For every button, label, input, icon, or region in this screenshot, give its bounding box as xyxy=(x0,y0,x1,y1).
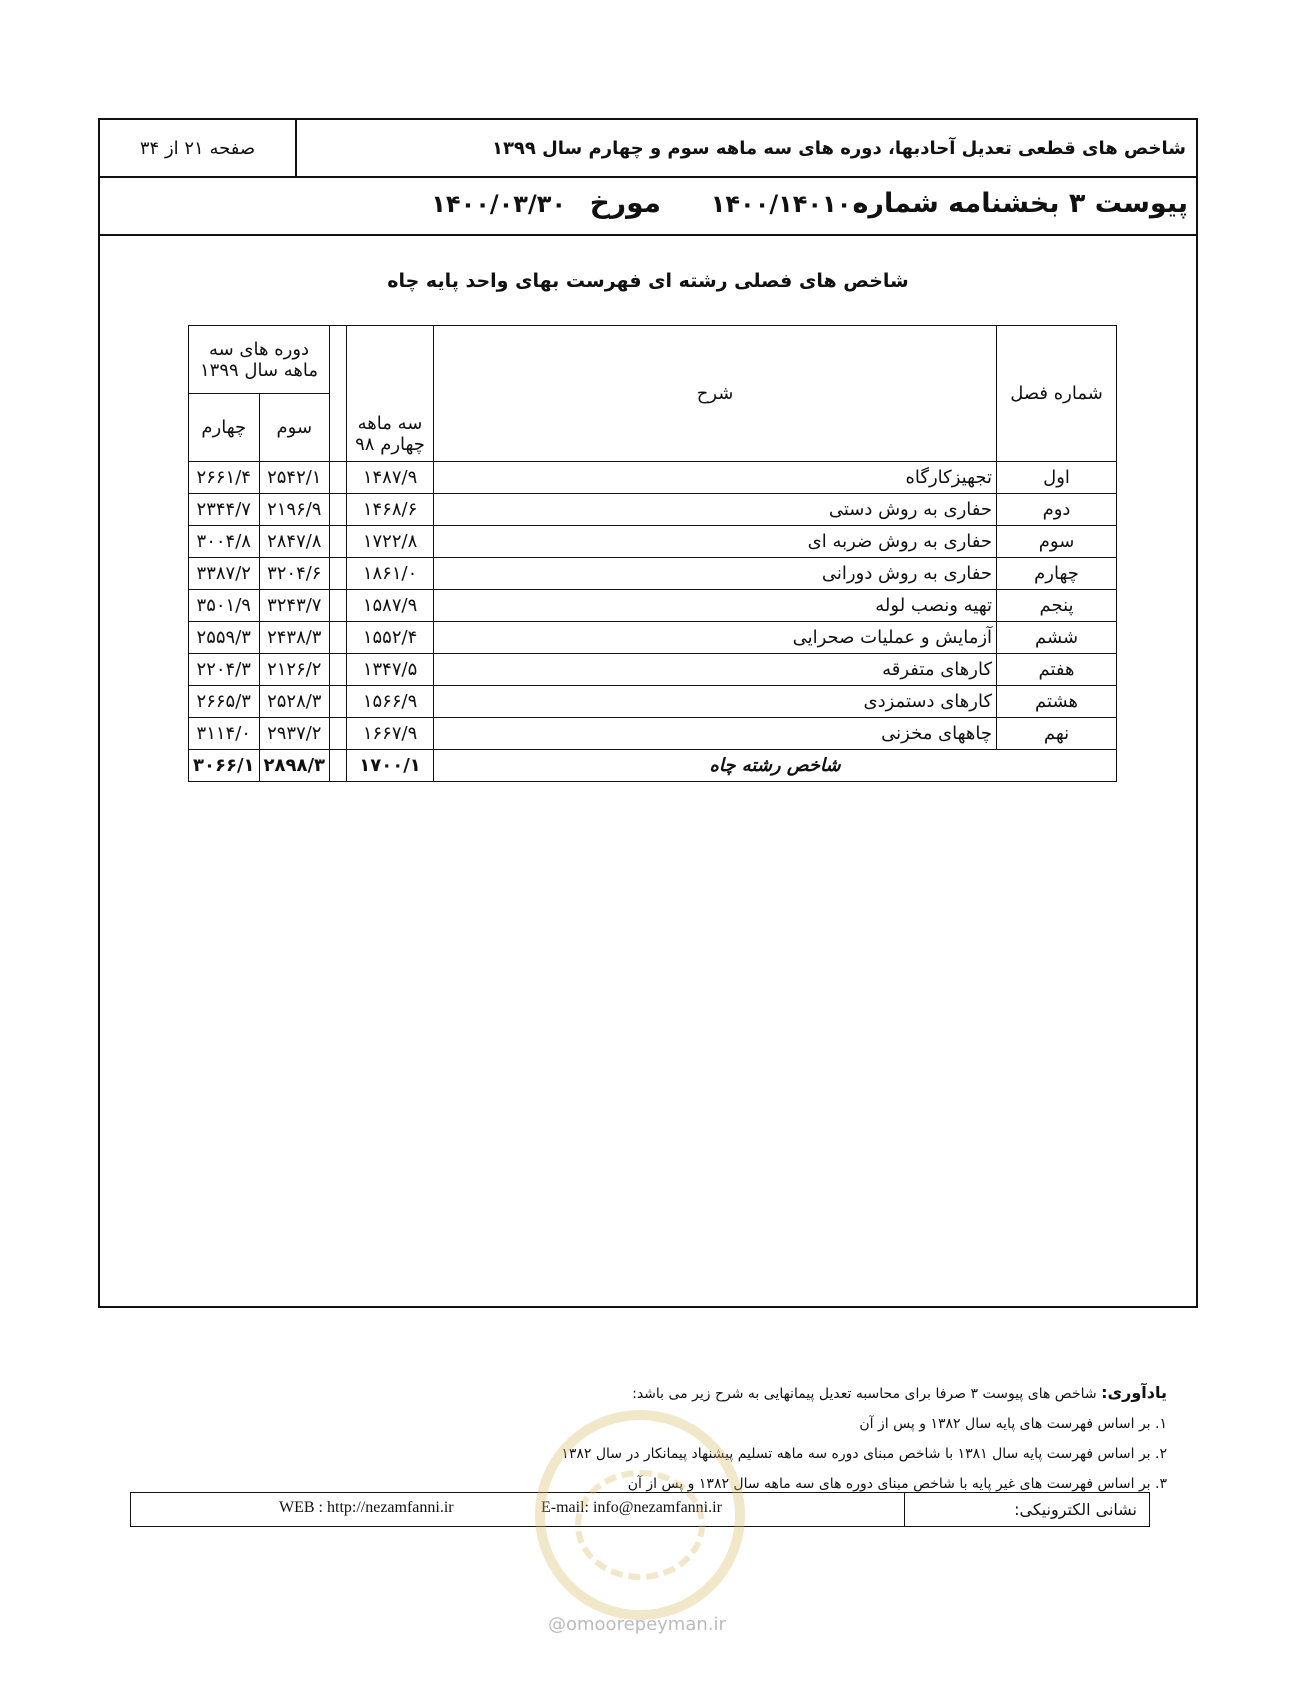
page-number: صفحه ۲۱ از ۳۴ xyxy=(100,120,297,176)
q4-value-cell: ۲۶۶۱/۴ xyxy=(189,462,260,494)
table-row xyxy=(189,590,1117,622)
chapter-cell: اول xyxy=(997,462,1117,494)
gap-cell xyxy=(330,526,347,558)
note-item: ۳. بر اساس فهرست های غیر پایه با شاخص مبنای دوره های سه ماهه سال ۱۳۸۲ و پس از آن xyxy=(627,1476,1167,1492)
chapter-cell: ششم xyxy=(997,622,1117,654)
chapter-cell: نهم xyxy=(997,718,1117,750)
index-table xyxy=(188,325,1117,782)
base-value-cell: ۱۵۶۶/۹ xyxy=(347,686,434,718)
section-title: شاخص های فصلی رشته ای فهرست بهای واحد پایه چاه xyxy=(387,270,909,292)
q4-value-cell: ۲۶۶۵/۳ xyxy=(189,686,260,718)
description-cell: تهیه ونصب لوله xyxy=(434,590,997,622)
table-row xyxy=(189,526,1117,558)
gap-cell xyxy=(330,654,347,686)
notes-label: یادآوری: xyxy=(1101,1383,1167,1402)
q3-value-cell: ۲۱۲۶/۲ xyxy=(259,654,330,686)
gap-cell xyxy=(330,494,347,526)
chapter-cell: هشتم xyxy=(997,686,1117,718)
watermark-text: @omoorepeyman.ir xyxy=(548,1614,726,1635)
base-value-cell: ۱۳۴۷/۵ xyxy=(347,654,434,686)
base-value-cell: ۱۵۵۲/۴ xyxy=(347,622,434,654)
chapter-cell: پنجم xyxy=(997,590,1117,622)
note-item: ۲. بر اساس فهرست پایه سال ۱۳۸۱ با شاخص مبنای دوره سه ماهه تسلیم پیشنهاد پیمانکار در سال ۱۳۸۲ xyxy=(561,1446,1167,1462)
q3-value-cell: ۳۲۴۳/۷ xyxy=(259,590,330,622)
description-cell: کارهای دستمزدی xyxy=(434,686,997,718)
q3-value-cell: ۲۴۳۸/۳ xyxy=(259,622,330,654)
gap-cell xyxy=(330,718,347,750)
email-link[interactable]: E-mail: info@nezamfanni.ir xyxy=(541,1499,722,1516)
total-label: شاخص رشته چاه xyxy=(434,750,1117,782)
total-base: ۱۷۰۰/۱ xyxy=(347,750,434,782)
q3-value-cell: ۲۵۴۲/۱ xyxy=(259,462,330,494)
description-cell: حفاری به روش دورانی xyxy=(434,558,997,590)
q4-value-cell: ۳۰۰۴/۸ xyxy=(189,526,260,558)
table-row xyxy=(189,654,1117,686)
document-title: شاخص های قطعی تعدیل آحادبها، دوره های سه ماهه سوم و چهارم سال ۱۳۹۹ xyxy=(491,137,1186,159)
total-q4: ۳۰۶۶/۱ xyxy=(189,750,260,782)
note-item: ۱. بر اساس فهرست های پایه سال ۱۳۸۲ و پس از آن xyxy=(859,1416,1167,1432)
q3-value-cell: ۲۸۴۷/۸ xyxy=(259,526,330,558)
table-row xyxy=(189,686,1117,718)
q3-value-cell: ۲۱۹۶/۹ xyxy=(259,494,330,526)
q4-value-cell: ۲۲۰۴/۳ xyxy=(189,654,260,686)
notes-intro xyxy=(561,1378,1167,1409)
q4-value-cell: ۲۵۵۹/۳ xyxy=(189,622,260,654)
description-cell: حفاری به روش دستی xyxy=(434,494,997,526)
header-chapter: شماره فصل xyxy=(997,326,1117,462)
description-cell: چاههای مخزنی xyxy=(434,718,997,750)
web-link[interactable]: WEB : http://nezamfanni.ir xyxy=(279,1499,454,1516)
header-base-period: سه ماهه چهارم ۹۸ xyxy=(347,326,434,462)
chapter-cell: دوم xyxy=(997,494,1117,526)
gap-cell xyxy=(330,558,347,590)
table-row xyxy=(189,462,1117,494)
header-q3: سوم xyxy=(259,394,330,462)
base-value-cell: ۱۴۶۸/۶ xyxy=(347,494,434,526)
table-row xyxy=(189,622,1117,654)
gap-cell xyxy=(330,462,347,494)
description-cell: کارهای متفرقه xyxy=(434,654,997,686)
q3-value-cell: ۲۵۲۸/۳ xyxy=(259,686,330,718)
total-gap xyxy=(330,750,347,782)
chapter-cell: سوم xyxy=(997,526,1117,558)
gap-cell xyxy=(330,686,347,718)
gap-cell xyxy=(330,622,347,654)
contact-label: نشانی الکترونیکی: xyxy=(904,1493,1149,1526)
chapter-cell: چهارم xyxy=(997,558,1117,590)
q3-value-cell: ۲۹۳۷/۲ xyxy=(259,718,330,750)
table-row xyxy=(189,718,1117,750)
description-cell: تجهیزکارگاه xyxy=(434,462,997,494)
header-gap xyxy=(330,326,347,462)
total-q3: ۲۸۹۸/۳ xyxy=(259,750,330,782)
appendix-title: پیوست ۳ بخشنامه شماره xyxy=(852,188,1188,219)
q4-value-cell: ۳۵۰۱/۹ xyxy=(189,590,260,622)
description-cell: حفاری به روش ضربه ای xyxy=(434,526,997,558)
q4-value-cell: ۳۱۱۴/۰ xyxy=(189,718,260,750)
gap-cell xyxy=(330,590,347,622)
header-q4: چهارم xyxy=(189,394,260,462)
header-row xyxy=(100,120,1196,178)
appendix-row xyxy=(100,178,1196,236)
watermark-seal-inner xyxy=(575,1470,705,1580)
notes-intro-text: شاخص های پیوست ۳ صرفا برای محاسبه تعدیل پیمانهایی به شرح زیر می باشد: xyxy=(632,1386,1102,1402)
chapter-cell: هفتم xyxy=(997,654,1117,686)
document-frame xyxy=(98,118,1198,1308)
total-row xyxy=(189,750,1117,782)
q4-value-cell: ۳۳۸۷/۲ xyxy=(189,558,260,590)
description-cell: آزمایش و عملیات صحرایی xyxy=(434,622,997,654)
table-row xyxy=(189,558,1117,590)
base-value-cell: ۱۷۲۲/۸ xyxy=(347,526,434,558)
header-description: شرح xyxy=(434,326,997,462)
base-value-cell: ۱۴۸۷/۹ xyxy=(347,462,434,494)
q4-value-cell: ۲۳۴۴/۷ xyxy=(189,494,260,526)
base-value-cell: ۱۶۶۷/۹ xyxy=(347,718,434,750)
base-value-cell: ۱۸۶۱/۰ xyxy=(347,558,434,590)
base-value-cell: ۱۵۸۷/۹ xyxy=(347,590,434,622)
table-row xyxy=(189,494,1117,526)
header-period-group: دوره های سه ماهه سال ۱۳۹۹ xyxy=(189,326,330,394)
q3-value-cell: ۳۲۰۴/۶ xyxy=(259,558,330,590)
dated-label: مورخ xyxy=(589,186,661,219)
circular-date: ۱۴۰۰/۰۳/۳۰ xyxy=(431,190,566,218)
circular-number: ۱۴۰۰/۱۴۰۱۰۰ xyxy=(710,190,866,218)
